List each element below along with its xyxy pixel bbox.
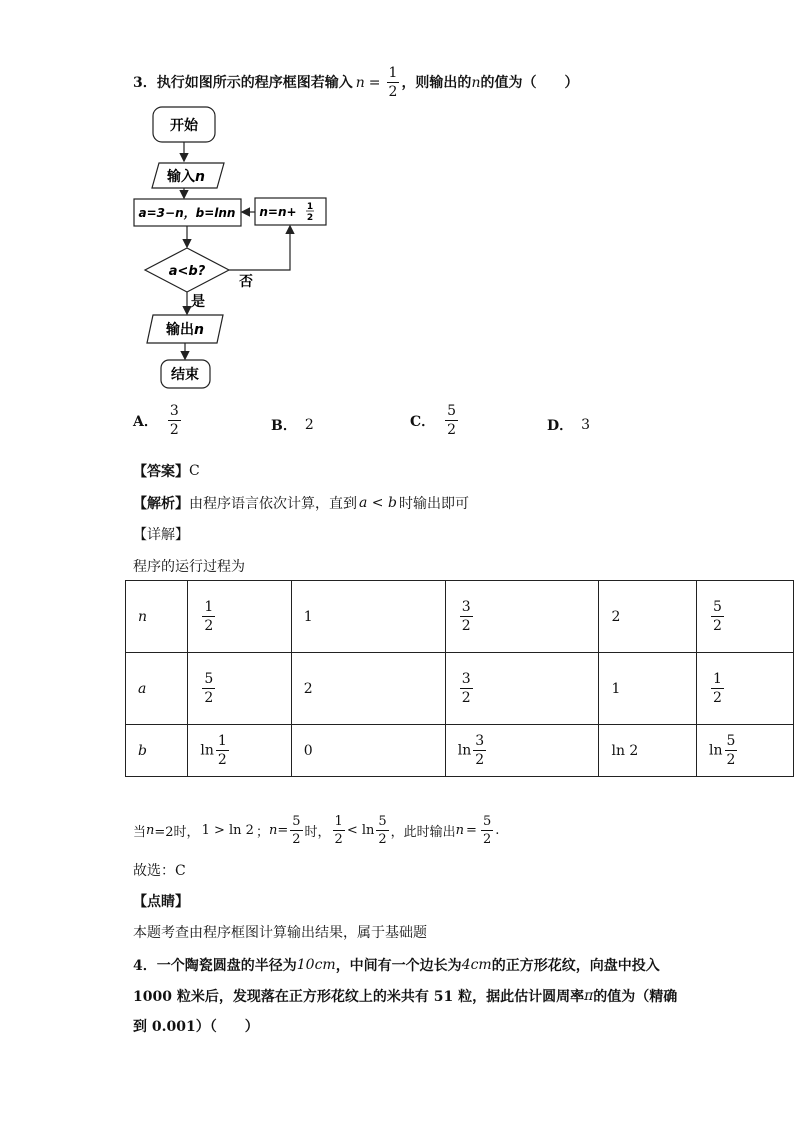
analysis-cond: a < b [359, 495, 397, 511]
option-d: D． 3 [547, 417, 591, 434]
detail-tag: 【详解】 [133, 527, 189, 543]
table-head-n: n [126, 581, 188, 653]
flow-end-label: 结束 [171, 367, 199, 383]
flow-update-num: 1 [306, 202, 314, 212]
analysis-tag: 【解析】 [133, 496, 189, 512]
comment-text: 本题考查由程序框图计算输出结果，属于基础题 [133, 925, 427, 941]
answer-tag: 【答案】 [133, 464, 189, 480]
table-row: n $\frac{1}{2}$ 1 $\frac{3}{2}$ 2 $\frac{5}{2}$ [126, 581, 794, 653]
choose-line: 故选：C [133, 863, 186, 879]
flow-start-label: 开始 [170, 118, 198, 134]
q3-stem-a: 执行如图所示的程序框图若输入 [156, 74, 353, 91]
table-row: b ln $\frac{1}{2}$ 0 ln $\frac{3}{2}$ ln 2 ln $\frac{5}{2}$ [126, 725, 794, 777]
q3-var-n2: n [471, 74, 481, 91]
table-row: a $\frac{5}{2}$ 2 $\frac{3}{2}$ 1 $\frac{1}{2}$ [126, 653, 794, 725]
flow-no-label: 否 [239, 274, 253, 290]
option-b: B． 2 [271, 417, 314, 434]
q4-line3: 到 0.001）（ ） [133, 1019, 259, 1035]
flow-assign-label: a=3−n，b=lnn [138, 206, 236, 220]
trace-table [125, 580, 794, 777]
table-head-a: a [126, 653, 188, 725]
analysis-text-a: 由程序语言依次计算，直到 [189, 496, 357, 512]
analysis-line [133, 493, 469, 513]
q3-eq: = [368, 74, 381, 91]
table-head-b: b [126, 725, 188, 777]
option-a: A． $\frac{3}{2}$ [133, 403, 179, 438]
process-title: 程序的运行过程为 [133, 559, 245, 575]
flow-update-den: 2 [306, 213, 314, 223]
flowchart [125, 100, 345, 400]
q4-line1: 4．一个陶瓷圆盘的半径为 10cm ，中间有一个边长为 4cm 的正方形花纹，向盘中投入 [133, 957, 660, 974]
flow-condition-label: a<b? [168, 264, 206, 279]
q3-var-n: n [355, 74, 365, 91]
flow-input-label: 输入n [167, 169, 205, 185]
answer-line [133, 461, 200, 481]
comment-tag: 【点睛】 [133, 894, 189, 910]
conclusion-line: 当 n =2时， 1 > ln 2 ； n = $\frac{5}{2}$ 时， $\frac{1}{2}$ < ln $\frac{5}{2}$ ，此时输出 n = $\frac{5}{2}$ . [133, 814, 500, 847]
option-c: C． $\frac{5}{2}$ [410, 403, 457, 438]
q3-stem-b: ，则输出的 [401, 74, 472, 91]
q3-stem [133, 66, 578, 99]
answer-value: C [189, 463, 200, 479]
flow-yes-label: 是 [191, 294, 205, 310]
q3-fraction: $\frac{1}{2}$ [388, 65, 398, 100]
q4-line2: 1000 粒米后，发现落在正方形花纹上的米共有 51 粒，据此估计圆周率 π 的值为（精确 [133, 988, 678, 1005]
flow-update-label: n=n+ [259, 205, 297, 219]
q3-number: 3． [133, 74, 157, 91]
q3-stem-c: 的值为（ ） [480, 74, 579, 91]
flow-output-label: 输出n [166, 322, 204, 338]
analysis-text-b: 时输出即可 [398, 496, 469, 512]
